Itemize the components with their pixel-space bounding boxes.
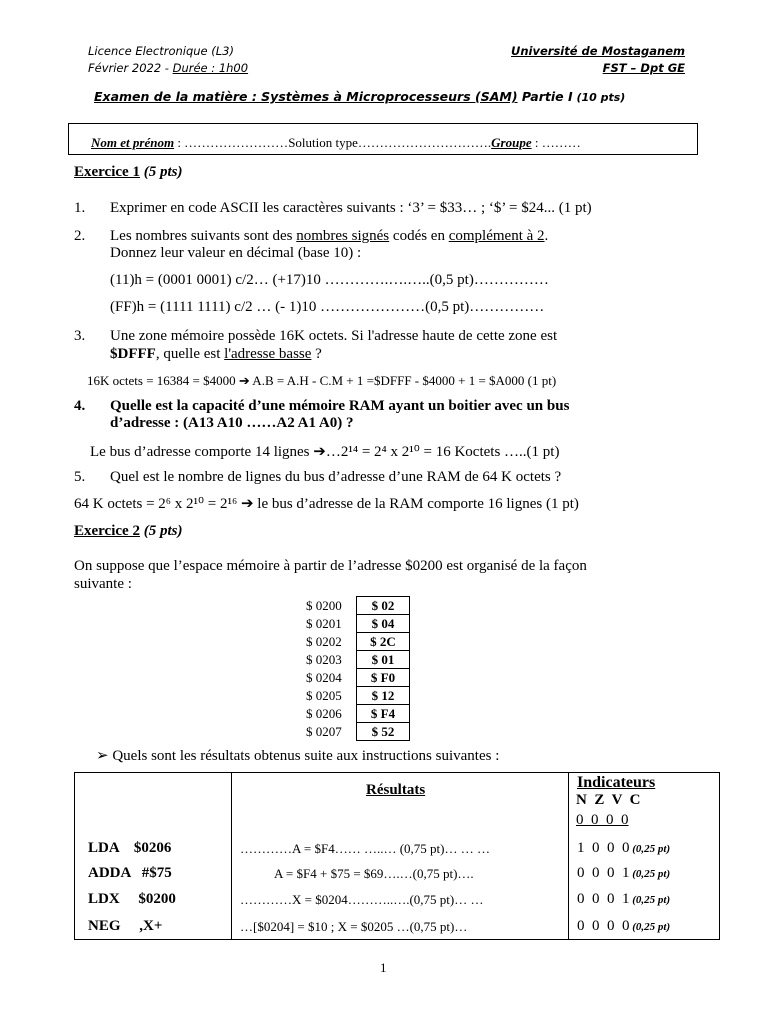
q3-low-address: l'adresse basse xyxy=(224,346,312,362)
q2-text-a: Les nombres suivants sont des xyxy=(110,228,297,244)
flags-neg xyxy=(577,918,670,935)
course-label: Licence Electronique (L3) xyxy=(88,44,234,58)
q3-line2 xyxy=(110,346,322,363)
flags-adda-pts: (0,25 pt) xyxy=(629,868,671,880)
memory-row xyxy=(306,723,410,741)
ex2-intro-line2: suivante : xyxy=(74,576,132,592)
ex1-heading xyxy=(74,164,182,181)
q4-answer: Le bus d’adresse comporte 14 lignes ➔…2¹⁴ = 2⁴ x 2¹⁰ = 16 Koctets …..(1 pt) xyxy=(90,444,560,460)
result-lda: …………A = $F4…… …..… (0,75 pt)… … … xyxy=(240,841,491,856)
q2-answer-a: (11)h = (0001 0001) c/2… (+17)10 ………….….…..(0,5 pt)…………… xyxy=(110,272,549,288)
flag-names: N Z V C xyxy=(576,792,641,808)
q3-text-d: ? xyxy=(311,346,322,362)
q3-number: 3. xyxy=(74,328,86,344)
q2-line2: Donnez leur valeur en décimal (base 10) : xyxy=(110,245,362,261)
date-line xyxy=(88,61,248,75)
col-divider-1 xyxy=(231,772,232,940)
result-ldx: …………X = $0204………..….(0,75 pt)… … xyxy=(240,892,484,907)
instr-neg: NEG ,X+ xyxy=(88,918,163,934)
results-header: Résultats xyxy=(366,782,426,798)
q2-answer-b: (FF)h = (1111 1111) c/2 … (- 1)10 …………………(0,5 pt)…………… xyxy=(110,299,545,315)
flags-ldx xyxy=(577,891,670,908)
date-text: Février 2022 - xyxy=(88,61,173,75)
duration-text: Durée : 1h00 xyxy=(172,61,249,75)
flags-header: Indicateurs xyxy=(577,774,656,791)
department-label: FST – Dpt GE xyxy=(602,61,685,75)
q2-line1 xyxy=(110,228,695,245)
flags-lda-pts: (0,25 pt) xyxy=(629,843,671,855)
memory-table xyxy=(306,596,410,741)
group-dots: : ……… xyxy=(531,135,581,150)
memory-row xyxy=(306,633,410,651)
q5-answer: 64 K octets = 2⁶ x 2¹⁰ = 2¹⁶ ➔ le bus d’adresse de la RAM comporte 16 lignes (1 pt) xyxy=(74,496,579,512)
memory-value: $ 04 xyxy=(357,615,410,633)
memory-row xyxy=(306,705,410,723)
ex2-heading xyxy=(74,523,182,540)
q2-text-c: codés en xyxy=(389,228,449,244)
exam-title-main: Examen de la matière : Systèmes à Microprocesseurs (SAM) xyxy=(94,89,518,104)
col-divider-2 xyxy=(568,772,569,940)
q2-number: 2. xyxy=(74,228,86,244)
memory-row xyxy=(306,597,410,615)
memory-row xyxy=(306,651,410,669)
q5-number: 5. xyxy=(74,469,86,485)
flags-neg-pts: (0,25 pt) xyxy=(629,921,671,933)
q4-number: 4. xyxy=(74,398,86,414)
q4-line2: d’adresse : (A13 A10 ……A2 A1 A0) ? xyxy=(110,415,354,431)
memory-value: $ F0 xyxy=(357,669,410,687)
name-dots-2: …………………………. xyxy=(357,135,492,150)
group-label: Groupe xyxy=(491,135,532,150)
q2-signed: nombres signés xyxy=(296,228,390,244)
q2-complement: complément à 2 xyxy=(448,228,545,244)
memory-value: $ F4 xyxy=(357,705,410,723)
name-box xyxy=(68,123,698,155)
memory-address: $ 0201 xyxy=(306,616,342,631)
memory-address: $ 0202 xyxy=(306,634,342,649)
memory-address: $ 0200 xyxy=(306,598,342,613)
instructions-question xyxy=(96,746,499,765)
arrow-bullet-icon: ➢ xyxy=(96,748,113,764)
q5-text: Quel est le nombre de lignes du bus d’adresse d’une RAM de 64 K octets ? xyxy=(110,469,562,485)
name-value: Solution type xyxy=(288,135,358,150)
ex1-pts: (5 pts) xyxy=(139,164,183,180)
flags-ldx-values: 0 0 0 1 xyxy=(577,891,630,907)
memory-value: $ 52 xyxy=(357,723,410,741)
result-neg: …[$0204] = $10 ; X = $0205 …(0,75 pt)… xyxy=(240,919,468,934)
flags-neg-values: 0 0 0 0 xyxy=(577,918,630,934)
flags-adda xyxy=(577,865,670,882)
flags-ldx-pts: (0,25 pt) xyxy=(629,894,671,906)
instr-ldx: LDX $0200 xyxy=(88,891,176,907)
memory-address: $ 0203 xyxy=(306,652,342,667)
memory-value: $ 12 xyxy=(357,687,410,705)
ex1-title: Exercice 1 xyxy=(74,164,140,180)
ex2-pts: (5 pts) xyxy=(139,523,183,539)
instr-lda: LDA $0206 xyxy=(88,840,172,856)
result-adda: A = $F4 + $75 = $69….…(0,75 pt)…. xyxy=(274,866,474,881)
exam-title-pts: (10 pts) xyxy=(572,91,626,104)
name-label: Nom et prénom xyxy=(91,135,175,150)
exam-title-part: Partie I xyxy=(517,89,573,104)
exam-title xyxy=(94,89,625,104)
memory-row xyxy=(306,687,410,705)
q3-line1: Une zone mémoire possède 16K octets. Si l'adresse haute de cette zone est xyxy=(110,328,558,344)
flags-lda-values: 1 0 0 0 xyxy=(577,840,630,856)
flags-lda xyxy=(577,840,670,857)
memory-row xyxy=(306,669,410,687)
results-table xyxy=(74,772,720,940)
instructions-question-text: Quels sont les résultats obtenus suite aux instructions suivantes : xyxy=(112,748,500,764)
ex2-title: Exercice 2 xyxy=(74,523,140,539)
q2-text-e: . xyxy=(544,228,549,244)
memory-address: $ 0206 xyxy=(306,706,342,721)
memory-value: $ 02 xyxy=(357,597,410,615)
flags-adda-values: 0 0 0 1 xyxy=(577,865,630,881)
q1-text: Exprimer en code ASCII les caractères suivants : ‘3’ = $33… ; ‘$’ = $24... (1 pt) xyxy=(110,200,592,216)
memory-address: $ 0204 xyxy=(306,670,342,685)
name-dots: : …………………… xyxy=(174,135,289,150)
memory-value: $ 01 xyxy=(357,651,410,669)
flag-initial: 0 0 0 0 xyxy=(576,812,629,828)
q3-text-b: , quelle est xyxy=(155,346,225,362)
memory-address: $ 0207 xyxy=(306,724,342,739)
ex2-intro-line1: On suppose que l’espace mémoire à partir de l’adresse $0200 est organisé de la façon xyxy=(74,558,587,574)
name-line xyxy=(91,135,581,151)
instr-adda: ADDA #$75 xyxy=(88,865,172,881)
q3-answer: 16K octets = 16384 = $4000 ➔ A.B = A.H - C.M + 1 =$DFFF - $4000 + 1 = $A000 (1 pt) xyxy=(87,373,557,388)
q1-number: 1. xyxy=(74,200,86,216)
memory-row xyxy=(306,615,410,633)
memory-value: $ 2C xyxy=(357,633,410,651)
q3-high-address: $DFFF xyxy=(110,346,156,362)
university-label: Université de Mostaganem xyxy=(511,44,685,58)
memory-address: $ 0205 xyxy=(306,688,342,703)
page-number: 1 xyxy=(380,960,387,975)
q4-line1: Quelle est la capacité d’une mémoire RAM ayant un boitier avec un bus xyxy=(110,398,570,414)
